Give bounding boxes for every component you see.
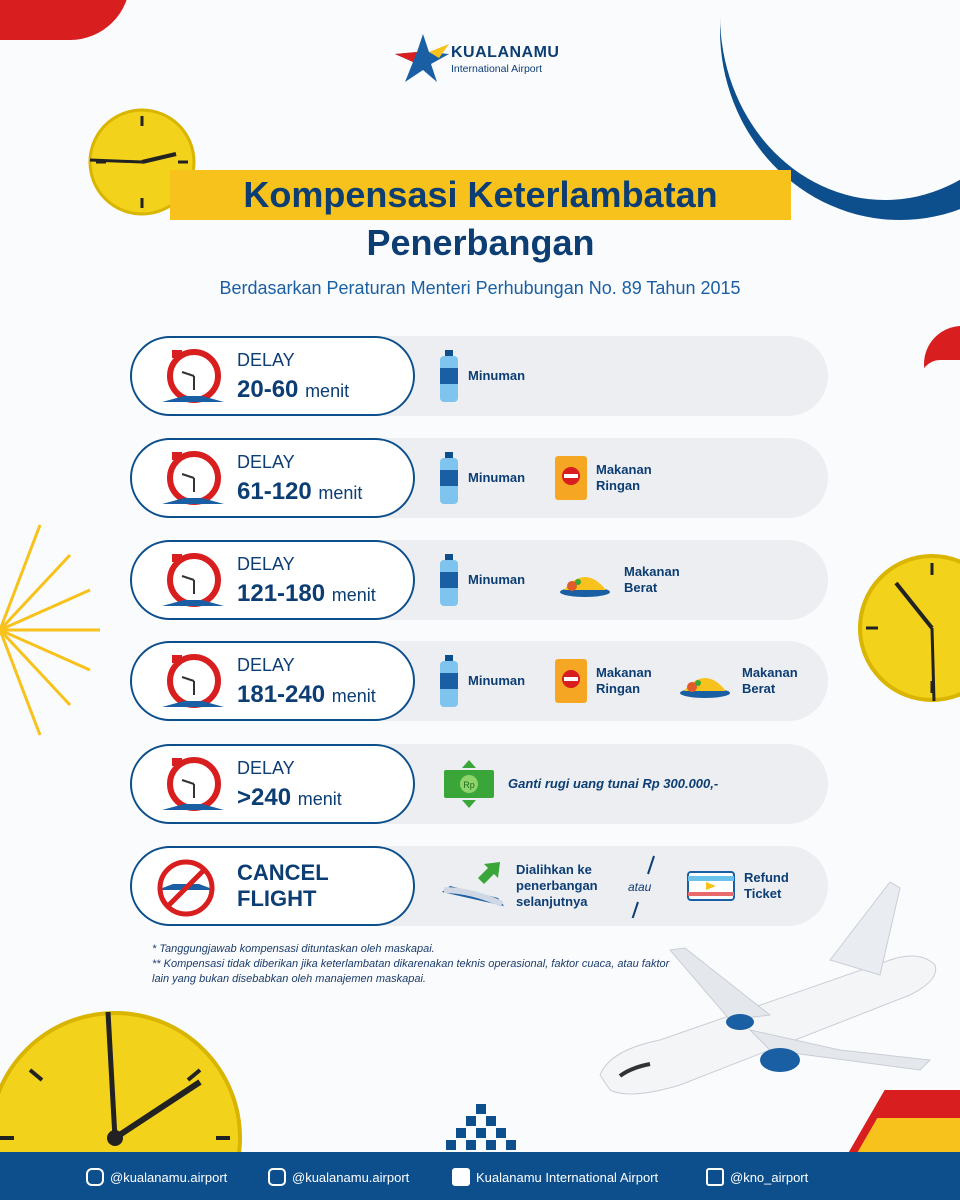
tiktok-icon	[268, 1168, 286, 1186]
footer-tiktok[interactable]	[268, 1168, 409, 1186]
cancel-pill	[130, 846, 415, 926]
delay-range	[237, 478, 362, 506]
delay-unit: menit	[305, 381, 350, 401]
page-title: Kompensasi Keterlambatan	[243, 174, 718, 215]
tiktok-handle: @kualanamu.airport	[292, 1169, 410, 1185]
delay-pill	[130, 438, 415, 518]
compensation-item	[554, 452, 676, 504]
delay-unit: menit	[297, 789, 342, 809]
item-label: Minuman	[468, 470, 526, 485]
water-bottle-icon	[438, 554, 460, 606]
stopwatch-plane-icon	[162, 754, 224, 818]
compensation-item	[678, 655, 812, 707]
cash-icon	[442, 760, 496, 808]
delay-unit: menit	[331, 686, 376, 706]
delay-range	[237, 376, 349, 404]
delay-range	[237, 681, 376, 709]
delay-label: DELAY	[237, 350, 295, 370]
facebook-icon	[452, 1168, 470, 1186]
stopwatch-plane-icon	[162, 448, 224, 512]
rice-plate-icon	[558, 560, 612, 600]
delay-range-value: 181-240	[237, 681, 326, 708]
svg-text:Rp: Rp	[463, 780, 475, 790]
delay-row	[130, 540, 828, 620]
sunburst-decoration	[0, 515, 110, 745]
footer-x[interactable]	[706, 1168, 808, 1186]
snack-pack-icon	[554, 657, 588, 705]
compensation-item	[438, 350, 525, 402]
x-icon	[706, 1168, 724, 1186]
compensation-item	[438, 452, 525, 504]
delay-range-value: 121-180	[237, 580, 326, 607]
item-label: Makanan Berat	[742, 665, 798, 696]
delay-range-value: 61-120	[237, 478, 312, 505]
footnote-2: ** Kompensasi tidak diberikan jika keterlambatan dikarenakan teknis operasional, faktor cuaca, atau faktor lain yang bukan disebabkan oleh manajemen maskapai.	[152, 958, 670, 985]
rice-plate-icon	[678, 661, 732, 701]
compensation-item	[558, 554, 704, 606]
separator-label: atau	[628, 880, 652, 894]
water-bottle-icon	[438, 350, 460, 402]
delay-range-value: >240	[237, 784, 292, 811]
facebook-page: Kualanamu International Airport	[476, 1169, 659, 1185]
delay-label: DELAY	[237, 655, 295, 675]
cancel-line1: CANCEL	[237, 860, 329, 885]
red-corner-shape	[0, 0, 130, 40]
delay-row	[130, 336, 828, 416]
delay-label: DELAY	[237, 452, 295, 472]
footer-bar	[0, 1152, 960, 1200]
logo-name: KUALANAMU	[451, 44, 560, 61]
instagram-icon	[86, 1168, 104, 1186]
item-label: Makanan Berat	[624, 564, 680, 595]
no-plane-icon	[150, 856, 222, 920]
cancel-line2: FLIGHT	[237, 886, 317, 911]
delay-label: DELAY	[237, 554, 295, 574]
delay-unit: menit	[318, 483, 363, 503]
delay-row	[130, 641, 828, 721]
delay-row	[130, 744, 828, 824]
item-label: Minuman	[468, 572, 526, 587]
item-label: Minuman	[468, 368, 526, 383]
airplane-illustration	[590, 880, 950, 1120]
compensation-item	[442, 758, 718, 810]
delay-row	[130, 438, 828, 518]
snack-pack-icon	[554, 454, 588, 502]
clock-icon	[852, 553, 960, 703]
delay-range	[237, 784, 342, 812]
compensation-item	[438, 655, 525, 707]
pixel-pyramid-decoration	[446, 1104, 524, 1152]
delay-unit: menit	[331, 585, 376, 605]
item-label: Ganti rugi uang tunai Rp 300.000,-	[508, 776, 719, 791]
delay-pill	[130, 336, 415, 416]
x-handle: @kno_airport	[730, 1169, 809, 1185]
instagram-handle: @kualanamu.airport	[110, 1169, 228, 1185]
water-bottle-icon	[438, 655, 460, 707]
page-title-line2: Penerbangan	[366, 222, 595, 263]
stopwatch-plane-icon	[162, 550, 224, 614]
item-label: Minuman	[468, 673, 526, 688]
footnote-1: * Tanggungjawab kompensasi dituntaskan oleh maskapai.	[152, 943, 435, 955]
water-bottle-icon	[438, 452, 460, 504]
delay-range	[237, 580, 376, 608]
footer-facebook[interactable]	[452, 1168, 658, 1186]
delay-pill	[130, 540, 415, 620]
delay-pill	[130, 744, 415, 824]
item-label: Makanan Ringan	[596, 462, 652, 493]
stopwatch-plane-icon	[162, 346, 224, 410]
footer-instagram[interactable]	[86, 1168, 227, 1186]
delay-range-value: 20-60	[237, 376, 299, 403]
side-cut-shape	[920, 360, 960, 402]
item-label: Refund Ticket	[744, 870, 789, 901]
compensation-item	[554, 655, 666, 707]
stopwatch-plane-icon	[162, 651, 224, 715]
page-subtitle: Berdasarkan Peraturan Menteri Perhubungan No. 89 Tahun 2015	[219, 278, 741, 298]
item-label: Makanan Ringan	[596, 665, 652, 696]
compensation-item	[438, 554, 525, 606]
item-label: Dialihkan ke penerbangan selanjutnya	[516, 862, 598, 909]
delay-pill	[130, 641, 415, 721]
airport-logo-icon	[395, 32, 451, 84]
delay-label: DELAY	[237, 758, 295, 778]
logo-subtitle: International Airport	[451, 63, 543, 75]
plane-redirect-icon	[440, 862, 506, 910]
cancel-label	[237, 860, 357, 912]
clock-icon	[0, 1010, 250, 1160]
